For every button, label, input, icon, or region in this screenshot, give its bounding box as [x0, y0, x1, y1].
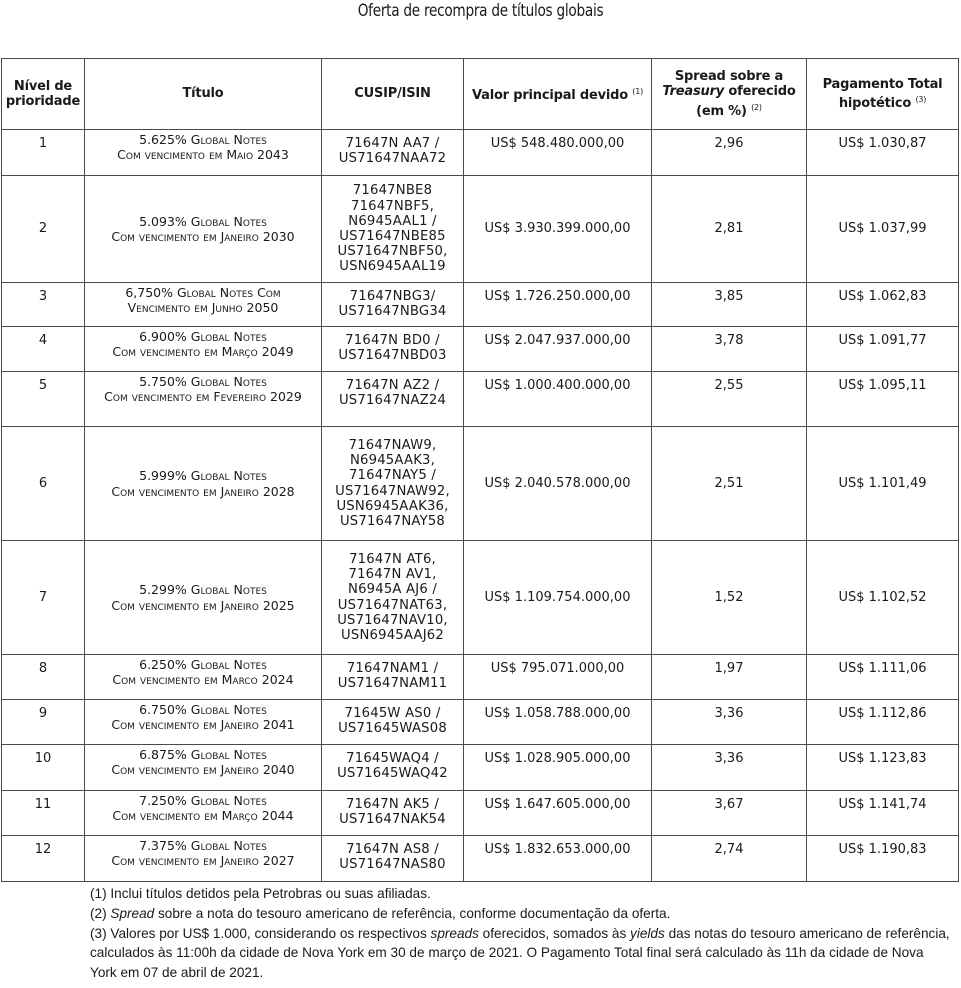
- table-row: [2, 176, 959, 283]
- spread-cell: 2,55: [652, 372, 807, 427]
- title-cell: [85, 176, 322, 283]
- cusip-code: USN6945AAL19: [339, 259, 446, 275]
- payment-cell: US$ 1.111,06: [807, 655, 959, 700]
- cusip-code: 71645WAQ4 /: [346, 751, 439, 766]
- payment-cell: US$ 1.141,74: [807, 791, 959, 836]
- table-row: [2, 283, 959, 327]
- priority-cell: 11: [2, 791, 85, 836]
- table-row: [2, 372, 959, 427]
- cusip-code: 71647N AZ2 /: [345, 378, 440, 393]
- table-row: [2, 791, 959, 836]
- cusip-cell: [322, 791, 464, 836]
- cusip-code: US71647NBE85: [339, 229, 446, 244]
- cusip-code: US71647NBD03: [338, 348, 447, 364]
- cusip-cell: [322, 176, 464, 283]
- cusip-code: USN6945AAK36,: [336, 498, 449, 514]
- table-row: [2, 700, 959, 745]
- cusip-code: US71647NAY58: [339, 513, 446, 529]
- header-payment: Pagamento Total hipotético $^{(3)}$: [807, 59, 959, 130]
- title-cell: [85, 283, 322, 327]
- cusip-code: 71647NBG3/: [349, 289, 436, 304]
- title-line-1: 6.875% Global Notes: [139, 747, 267, 762]
- title-line-2: Vencimento em Junho 2050: [127, 300, 279, 316]
- cusip-code: N6945AAL1 /: [348, 213, 437, 229]
- payment-cell: US$ 1.091,77: [807, 327, 959, 372]
- cusip-cell: [322, 327, 464, 372]
- principal-cell: US$ 1.109.754.000,00: [464, 541, 652, 655]
- principal-cell: US$ 2.040.578.000,00: [464, 427, 652, 541]
- page-title: Oferta de recompra de títulos globais: [357, 1, 604, 20]
- payment-cell: US$ 1.037,99: [807, 176, 959, 283]
- cusip-code: 71647N AA7 /: [345, 136, 440, 151]
- table-row: [2, 427, 959, 541]
- title-line-1: 6,750% Global Notes Com: [125, 285, 281, 300]
- footnote-1: (1) Inclui títulos detidos pela Petrobras ou suas afiliadas.: [90, 886, 431, 901]
- cusip-code: 71647NBE8: [352, 183, 433, 199]
- header-principal: Valor principal devido $^{(1)}$: [464, 59, 652, 130]
- buyback-offer-table: [1, 58, 959, 882]
- title-line-1: 6.250% Global Notes: [139, 657, 267, 672]
- priority-cell: 6: [2, 427, 85, 541]
- principal-cell: US$ 2.047.937.000,00: [464, 327, 652, 372]
- title-line-2: Com vencimento em Fevereiro 2029: [104, 389, 302, 405]
- title-line-2: Com vencimento em Janeiro 2027: [111, 853, 295, 869]
- cusip-code: US71647NAS80: [339, 857, 446, 873]
- title-cell: [85, 372, 322, 427]
- title-cell: [85, 700, 322, 745]
- payment-cell: US$ 1.062,83: [807, 283, 959, 327]
- principal-cell: US$ 1.726.250.000,00: [464, 283, 652, 327]
- principal-cell: US$ 548.480.000,00: [464, 130, 652, 176]
- title-cell: [85, 655, 322, 700]
- table-row: [2, 327, 959, 372]
- cusip-code: US71645WAS08: [338, 721, 447, 737]
- title-cell: [85, 836, 322, 882]
- payment-cell: US$ 1.030,87: [807, 130, 959, 176]
- spread-cell: 2,81: [652, 176, 807, 283]
- spread-cell: 2,96: [652, 130, 807, 176]
- header-cusip: CUSIP/ISIN: [322, 59, 464, 130]
- cusip-code: 71647NAW9,: [348, 437, 437, 453]
- table-row: [2, 130, 959, 176]
- footnote-ref-2: (2): [751, 102, 762, 112]
- title-line-2: Com vencimento em Janeiro 2030: [111, 229, 295, 244]
- title-cell: [85, 541, 322, 655]
- priority-cell: 2: [2, 176, 85, 283]
- title-line-1: 5.999% Global Notes: [139, 468, 267, 484]
- spread-cell: 3,85: [652, 283, 807, 327]
- cusip-code: 71647NAM1 /: [346, 661, 439, 676]
- cusip-code: N6945AAK3,: [349, 453, 436, 469]
- cusip-cell: [322, 427, 464, 541]
- title-line-1: 7.375% Global Notes: [139, 838, 267, 853]
- title-line-2: Com vencimento em Janeiro 2041: [111, 717, 295, 733]
- cusip-cell: [322, 372, 464, 427]
- cusip-code: US71647NAT63,: [337, 597, 448, 613]
- title-line-1: 6.900% Global Notes: [139, 329, 267, 344]
- principal-cell: US$ 3.930.399.000,00: [464, 176, 652, 283]
- priority-cell: 4: [2, 327, 85, 372]
- spread-cell: 3,36: [652, 745, 807, 791]
- header-spread: Spread sobre a Treasury oferecido (em %) $^{(2)}$: [652, 59, 807, 130]
- cusip-code: 71647N AT6,: [349, 551, 436, 567]
- footnote-ref-1: (1): [632, 87, 644, 97]
- payment-cell: US$ 1.123,83: [807, 745, 959, 791]
- title-cell: [85, 327, 322, 372]
- priority-cell: 1: [2, 130, 85, 176]
- table-row: [2, 836, 959, 882]
- spread-cell: 2,74: [652, 836, 807, 882]
- title-line-1: 5.299% Global Notes: [139, 582, 267, 598]
- title-line-2: Com vencimento em Janeiro 2025: [111, 597, 295, 613]
- priority-cell: 3: [2, 283, 85, 327]
- cusip-cell: [322, 745, 464, 791]
- spread-cell: 3,67: [652, 791, 807, 836]
- cusip-code: 71647N AK5 /: [345, 797, 440, 812]
- principal-cell: US$ 1.058.788.000,00: [464, 700, 652, 745]
- header-title: Título: [85, 59, 322, 130]
- title-line-2: Com vencimento em Janeiro 2040: [111, 762, 295, 778]
- cusip-cell: [322, 836, 464, 882]
- table-row: [2, 745, 959, 791]
- spread-cell: 3,36: [652, 700, 807, 745]
- cusip-code: US71647NAV10,: [337, 612, 448, 628]
- cusip-code: US71647NAM11: [337, 676, 448, 692]
- cusip-code: 71647NAY5 /: [348, 468, 437, 484]
- title-line-1: 5.750% Global Notes: [139, 374, 267, 389]
- cusip-cell: [322, 283, 464, 327]
- table-row: [2, 655, 959, 700]
- title-line-1: 5.625% Global Notes: [139, 132, 267, 147]
- cusip-code: US71647NAW92,: [335, 483, 450, 499]
- cusip-code: N6945A AJ6 /: [348, 582, 437, 598]
- title-cell: [85, 745, 322, 791]
- title-line-2: Com vencimento em Janeiro 2028: [111, 483, 295, 499]
- cusip-code: US71647NAA72: [338, 151, 447, 167]
- spread-cell: 3,78: [652, 327, 807, 372]
- cusip-code: US71647NBF50,: [337, 244, 448, 260]
- principal-cell: US$ 1.832.653.000,00: [464, 836, 652, 882]
- title-cell: [85, 130, 322, 176]
- title-line-2: Com vencimento em Março 2044: [112, 808, 294, 824]
- cusip-code: US71647NAZ24: [338, 393, 447, 409]
- footnote-2: (2) Spread sobre a nota do tesouro americano de referência, conforme documentação da oferta.: [90, 905, 671, 921]
- priority-cell: 9: [2, 700, 85, 745]
- title-cell: [85, 791, 322, 836]
- spread-cell: 1,52: [652, 541, 807, 655]
- title-cell: [85, 427, 322, 541]
- cusip-code: USN6945AAJ62: [341, 627, 444, 643]
- principal-cell: US$ 1.647.605.000,00: [464, 791, 652, 836]
- cusip-code: US71647NBG34: [338, 304, 447, 320]
- payment-cell: US$ 1.190,83: [807, 836, 959, 882]
- cusip-cell: [322, 541, 464, 655]
- priority-cell: 12: [2, 836, 85, 882]
- cusip-code: US71647NAK54: [339, 812, 446, 828]
- priority-cell: 5: [2, 372, 85, 427]
- header-row: [2, 59, 959, 130]
- table-row: [2, 541, 959, 655]
- title-line-2: Com vencimento em Marco 2024: [112, 672, 294, 688]
- header-priority: Nível de prioridade: [2, 59, 85, 130]
- title-line-1: 5.093% Global Notes: [139, 213, 267, 229]
- priority-cell: 7: [2, 541, 85, 655]
- payment-cell: US$ 1.112,86: [807, 700, 959, 745]
- footnote-3: (3) Valores por US$ 1.000, considerando os respectivos spreads oferecidos, somados às yields das notas do tesouro americano de referência, calculados às 11:00h da cidade de Nova York em 30 de março de 2021. O Pagamento Total final será calculado às 11h da cidade de Nova York em 07 de abril de 2021.: [90, 925, 950, 981]
- cusip-code: 71647NBF5,: [350, 198, 435, 214]
- cusip-code: 71645W AS0 /: [344, 706, 441, 721]
- footnotes: [90, 884, 950, 983]
- cusip-code: 71647N BD0 /: [345, 333, 440, 348]
- cusip-cell: [322, 655, 464, 700]
- title-line-2: Com vencimento em Março 2049: [112, 344, 294, 360]
- cusip-code: US71645WAQ42: [337, 766, 448, 782]
- principal-cell: US$ 1.000.400.000,00: [464, 372, 652, 427]
- payment-cell: US$ 1.102,52: [807, 541, 959, 655]
- priority-cell: 8: [2, 655, 85, 700]
- cusip-cell: [322, 130, 464, 176]
- payment-cell: US$ 1.095,11: [807, 372, 959, 427]
- payment-cell: US$ 1.101,49: [807, 427, 959, 541]
- cusip-code: 71647N AS8 /: [346, 842, 439, 857]
- priority-cell: 10: [2, 745, 85, 791]
- principal-cell: US$ 795.071.000,00: [464, 655, 652, 700]
- spread-cell: 1,97: [652, 655, 807, 700]
- cusip-cell: [322, 700, 464, 745]
- cusip-code: 71647N AV1,: [348, 567, 437, 583]
- principal-cell: US$ 1.028.905.000,00: [464, 745, 652, 791]
- footnote-ref-3: (3): [915, 95, 927, 104]
- spread-cell: 2,51: [652, 427, 807, 541]
- title-line-1: 7.250% Global Notes: [139, 793, 267, 808]
- title-line-1: 6.750% Global Notes: [139, 702, 267, 717]
- title-line-2: Com vencimento em Maio 2043: [117, 147, 289, 163]
